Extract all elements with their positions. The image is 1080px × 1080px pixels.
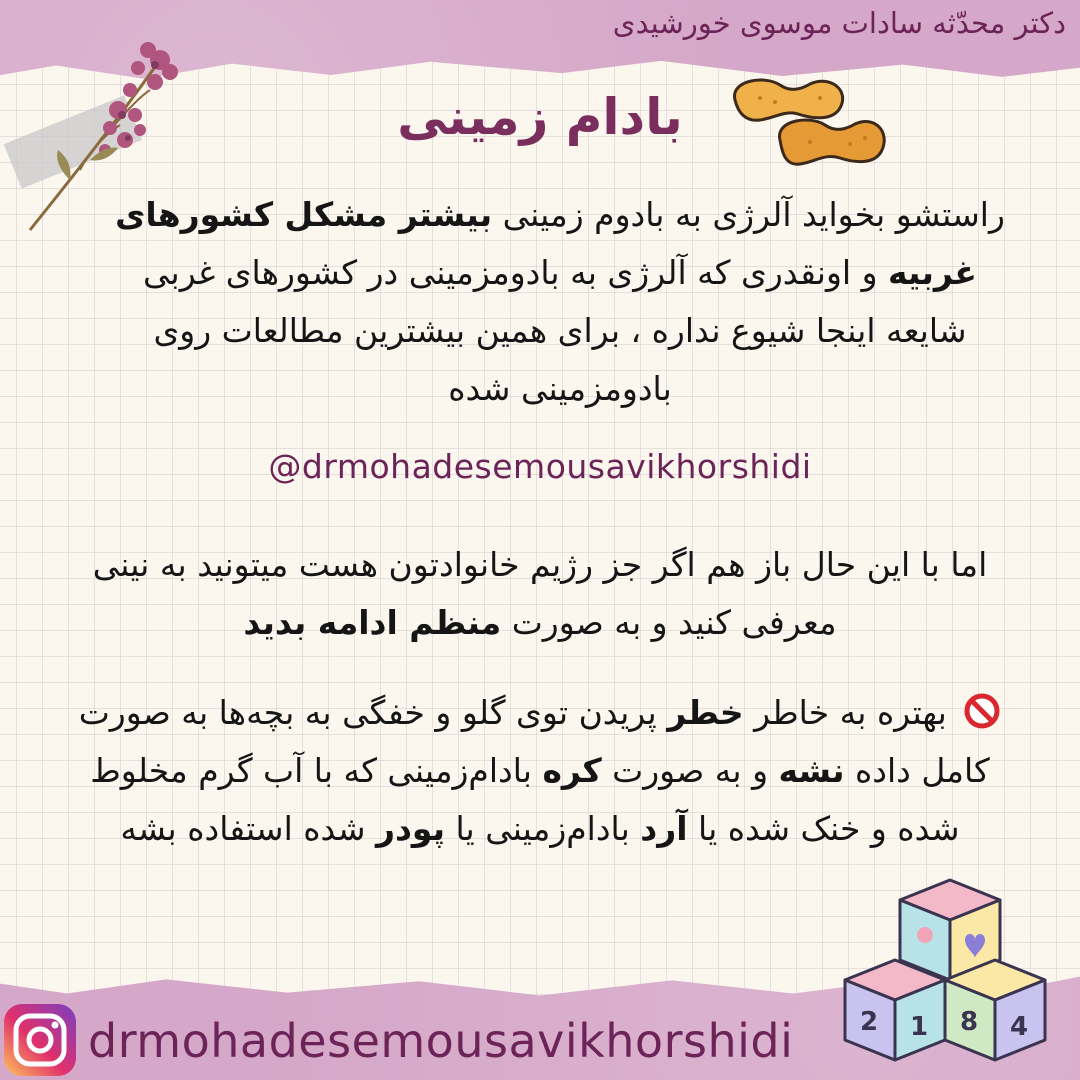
author-name: دکتر محدّثه سادات موسوی خورشیدی bbox=[612, 6, 1066, 40]
paragraph3-text5: بادام‌زمینی یا bbox=[445, 809, 641, 848]
paragraph3-text2: پریدن توی گلو و خفگی به بچه‌ها به صورت کامل داده bbox=[78, 693, 990, 790]
paragraph1-bold1: بیشتر مشکل کشورهای غربیه bbox=[115, 195, 977, 292]
instagram-icon bbox=[0, 1000, 80, 1080]
paragraph3-bold1: خطر bbox=[667, 693, 744, 732]
paragraph-family-diet bbox=[50, 536, 1030, 652]
paragraph1-text2: و اونقدری که آلرژی به بادومزمینی در کشورهای غربی شایعه اینجا شیوع نداره ، برای همین بیشترین مطالعات روی بادومزمینی شده bbox=[143, 253, 967, 408]
prohibited-icon bbox=[963, 692, 1001, 730]
svg-text:1: 1 bbox=[910, 1012, 929, 1042]
paragraph3-text6: شده استفاده بشه bbox=[120, 809, 376, 848]
center-handle: @drmohadesemousavikhorshidi bbox=[268, 447, 812, 486]
paragraph3-bold2: نشه bbox=[778, 751, 845, 790]
paragraph3-text4: بادام‌زمینی که با آب گرم مخلوط شده و خنک شده یا bbox=[90, 751, 960, 848]
paragraph3-text3: و به صورت bbox=[601, 751, 779, 790]
paragraph2-text1: اما با این حال باز هم اگر جز رژیم خانوادتون هست میتونید به نینی معرفی کنید و به صورت bbox=[92, 545, 988, 642]
paragraph3-bold3: کره bbox=[542, 751, 602, 790]
paragraph-choking-warning bbox=[60, 684, 1020, 858]
svg-text:4: 4 bbox=[1010, 1012, 1029, 1042]
paragraph3-bold5: پودر bbox=[375, 809, 445, 848]
paragraph3-bold4: آرد bbox=[640, 809, 688, 848]
paragraph-allergy-intro bbox=[100, 186, 1020, 418]
instagram-handle: drmohadesemousavikhorshidi bbox=[88, 1014, 794, 1068]
paragraph1-text1: راستشو بخواید آلرژی به بادوم زمینی bbox=[492, 195, 1005, 234]
svg-text:8: 8 bbox=[960, 1007, 979, 1037]
paragraph2-bold1: منظم ادامه بدید bbox=[243, 603, 502, 642]
paragraph3-text1: بهتره به خاطر bbox=[743, 693, 947, 732]
toy-blocks-illustration bbox=[840, 870, 1050, 1070]
page-title: بادام زمینی bbox=[397, 88, 683, 146]
svg-text:2: 2 bbox=[860, 1007, 879, 1037]
